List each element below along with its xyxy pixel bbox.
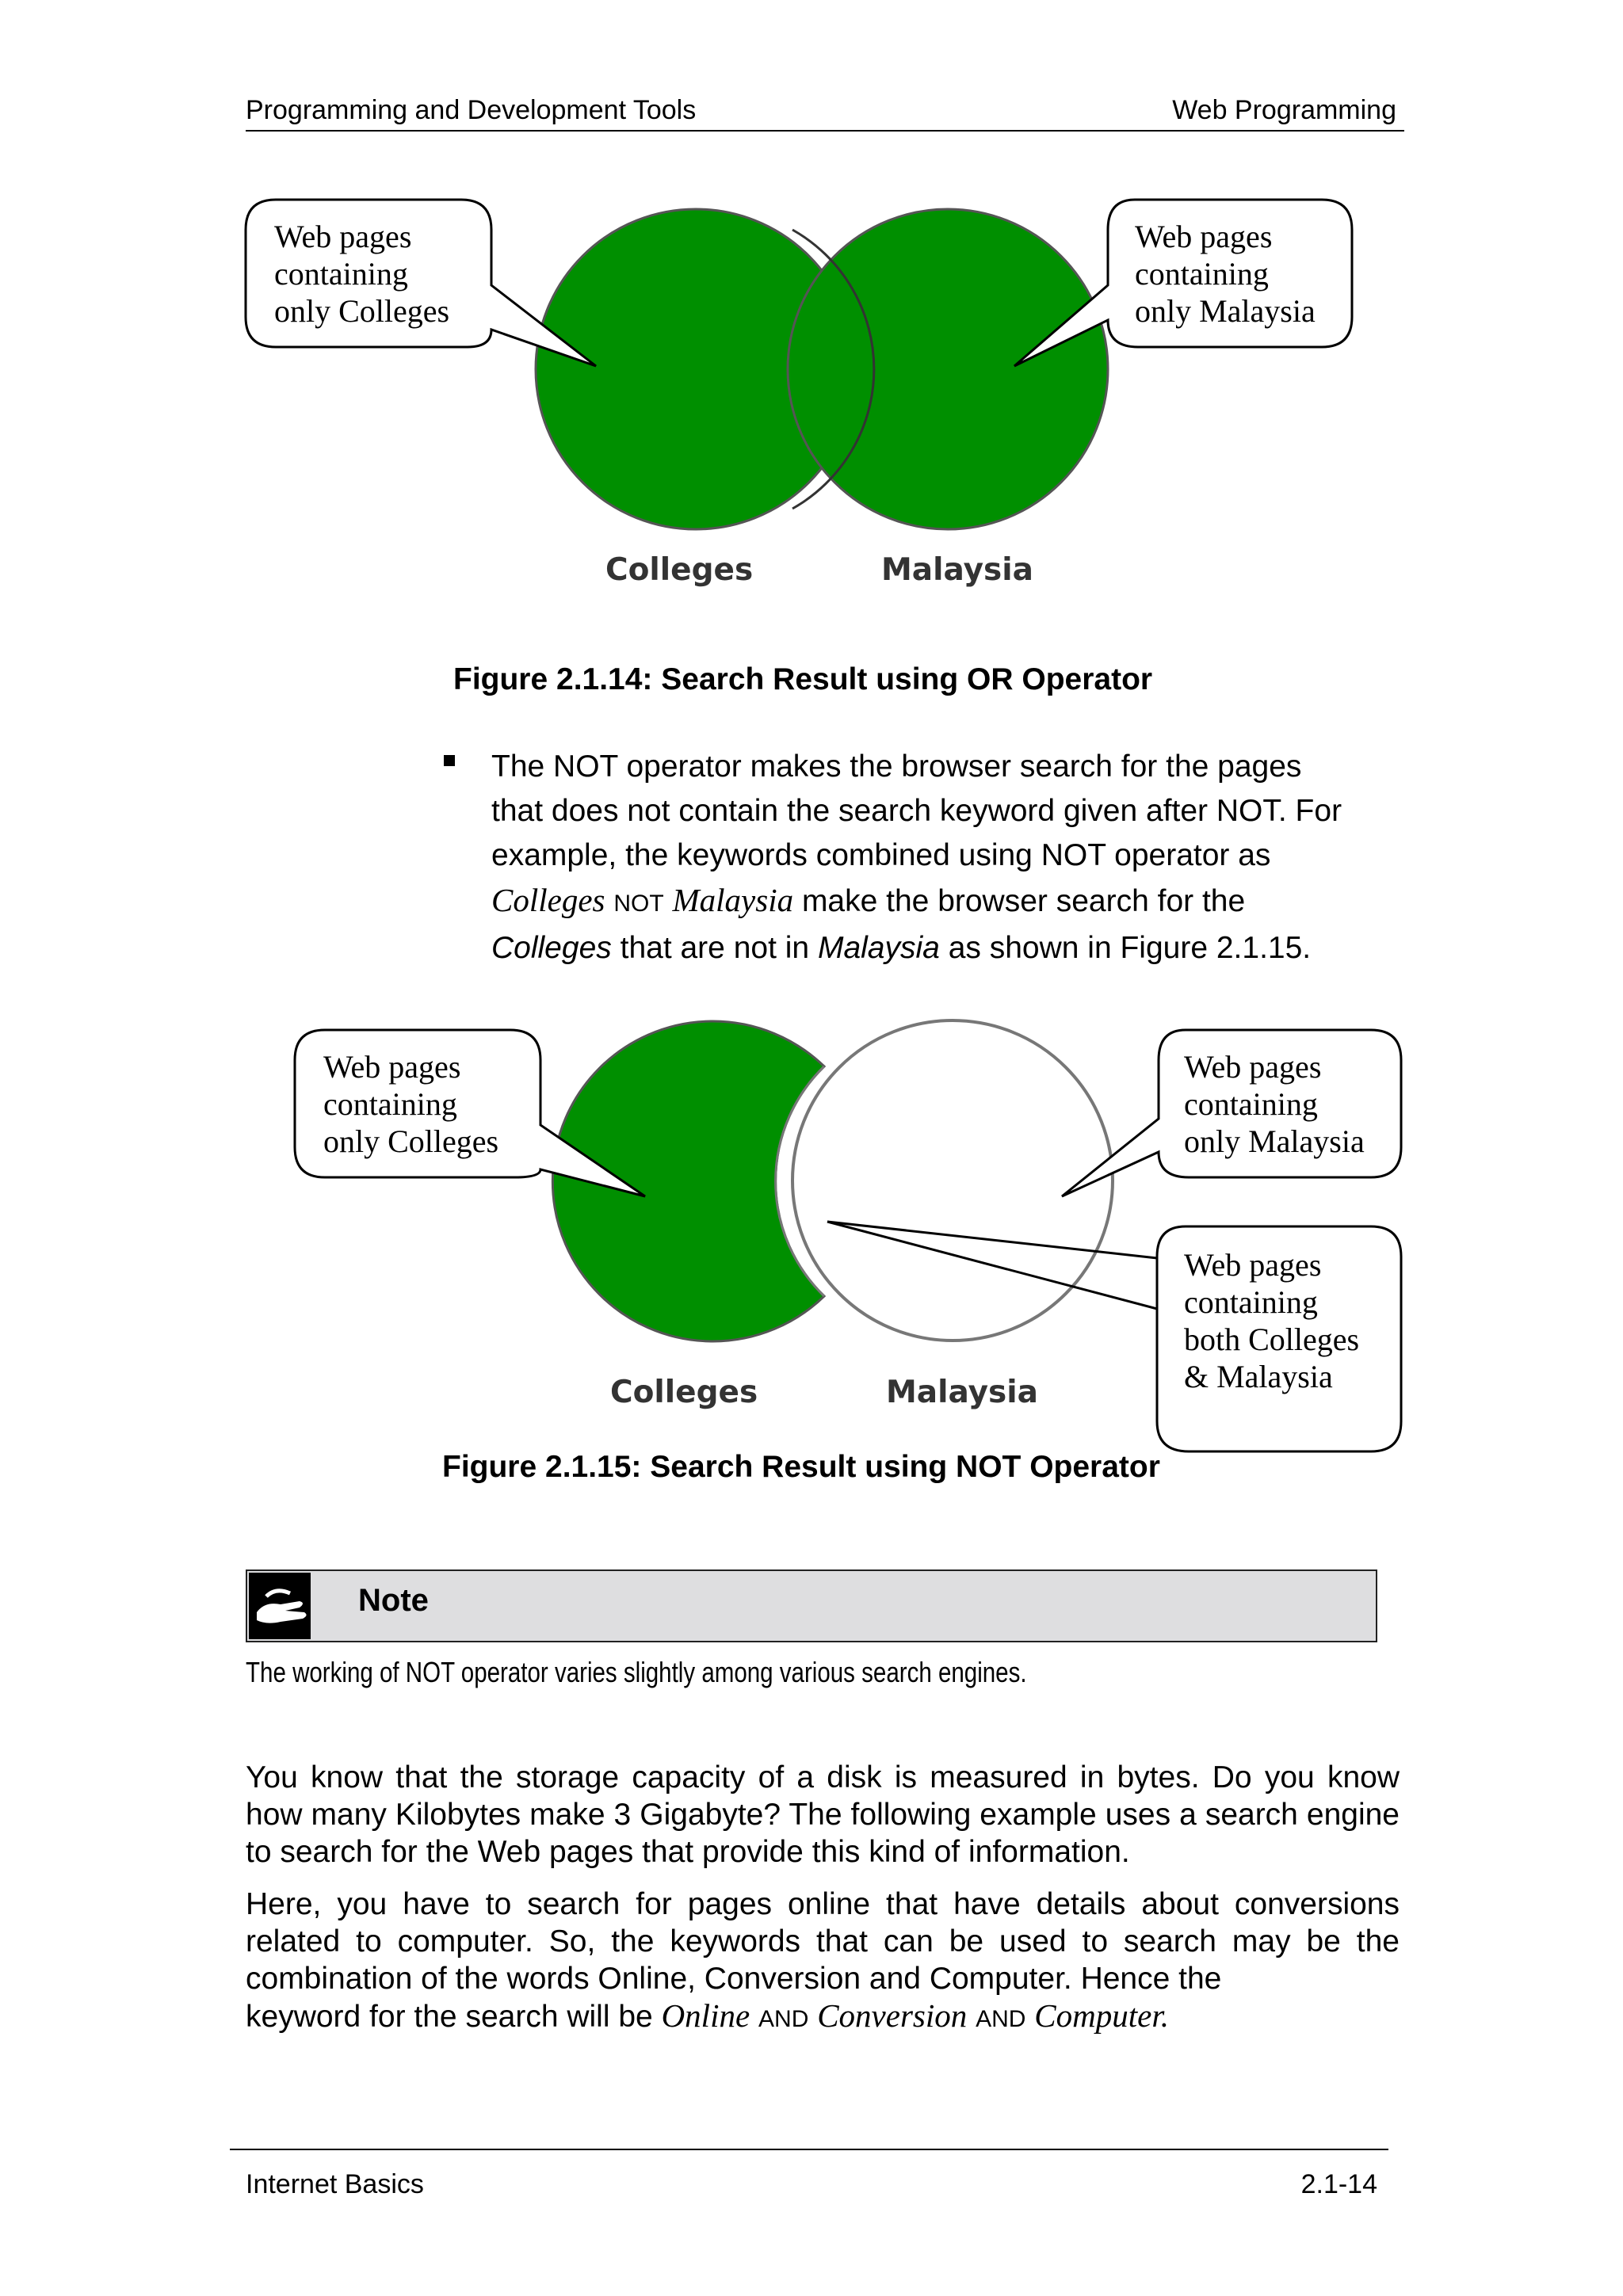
callout2-left-line2: containing [323,1086,457,1122]
header-right: Web Programming [1172,95,1396,125]
bullet-line5: Colleges that are not in Malaysia as shown in Figure 2.1.15. [491,931,1312,965]
callout2-right-line3: only Malaysia [1184,1123,1365,1159]
paragraph-2-last-line: keyword for the search will be Online AND Conversion AND Computer. [246,1997,1169,2034]
footer-right: 2.1-14 [1300,2169,1377,2199]
callout2-left-line3: only Colleges [323,1123,499,1159]
paragraph-2-text: Here, you have to search for pages online that have details about conversions related to computer. So, the keywords that can be used to search may be the combination of the words Online, Conversion and Computer. Hence the [246,1887,1400,1996]
bullet-line3: example, the keywords combined using NOT operator as [491,838,1271,872]
or-venn-diagram [0,0,1623,650]
callout-right-line2: containing [1135,256,1269,292]
figure1-caption: Figure 2.1.14: Search Result using OR Operator [453,662,1153,696]
figure2-caption: Figure 2.1.15: Search Result using NOT Operator [442,1450,1160,1484]
malaysia-outline-circle [792,1020,1113,1341]
bullet-paragraph [491,745,1411,971]
callout2-left-line1: Web pages [323,1049,461,1085]
bullet-marker [444,755,455,766]
label2-colleges: Colleges [610,1375,758,1410]
footer-rule [230,2149,1388,2150]
callout2-both-line1: Web pages [1184,1247,1322,1283]
callout2-both-line4: & Malaysia [1184,1359,1333,1394]
label-malaysia: Malaysia [881,552,1033,588]
callout2-both-line2: containing [1184,1284,1318,1320]
callout-right-line3: only Malaysia [1135,293,1316,329]
not-venn-diagram [0,1014,1623,1458]
bullet-line4: Colleges NOT Malaysia make the browser search for the [491,882,1246,918]
footer-left: Internet Basics [246,2169,424,2199]
callout-left-line1: Web pages [274,219,412,254]
callout2-right-line2: containing [1184,1086,1318,1122]
label-colleges: Colleges [605,552,754,588]
callout-left-line2: containing [274,256,408,292]
paragraph-2 [246,1886,1400,2038]
bullet-line2: that does not contain the search keyword given after NOT. For [491,794,1342,828]
label2-malaysia: Malaysia [886,1375,1038,1410]
note-text: The working of NOT operator varies slightly among various search engines. [246,1656,1027,1688]
malaysia-circle [788,209,1108,529]
callout2-both-line3: both Colleges [1184,1322,1360,1357]
bullet-line1: The NOT operator makes the browser search for the pages [491,749,1302,784]
note-hand-icon [249,1573,311,1639]
paragraph-1: You know that the storage capacity of a disk is measured in bytes. Do you know how many Kilobytes make 3 Gigabyte? The following example uses a search engine to search for the Web pages that provide this kind of information. [246,1760,1400,1869]
note-label: Note [358,1583,429,1618]
header-left: Programming and Development Tools [246,95,697,125]
callout-right-line1: Web pages [1135,219,1273,254]
callout-left-line3: only Colleges [274,293,450,329]
callout2-right-line1: Web pages [1184,1049,1322,1085]
